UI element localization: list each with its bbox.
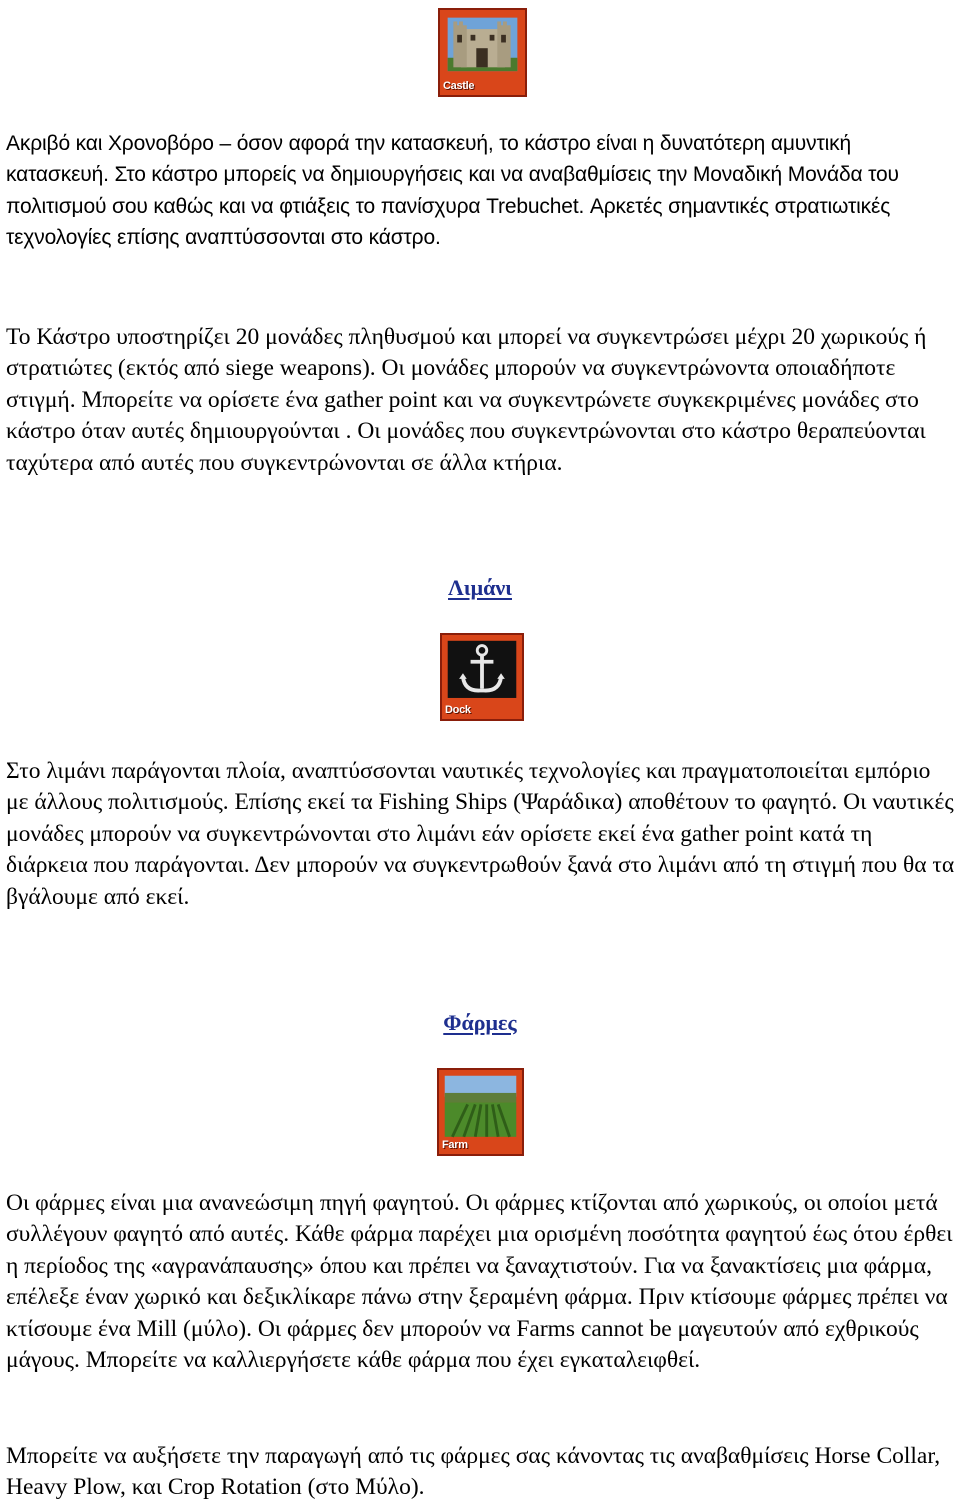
- farm-heading: Φάρμες: [443, 1010, 517, 1035]
- castle-icon: [438, 8, 527, 97]
- castle-icon-label: Castle: [443, 80, 475, 92]
- farm-paragraph-1: Οι φάρμες είναι μια ανανεώσιμη πηγή φαγητού. Οι φάρμες κτίζονται από χωρικούς, οι οποίοι μετά συλλέγουν φαγητό από αυτές. Κάθε φάρμα παρέχει μια ορισμένη ποσότητα φαγητού έως ότου έρθει η περίοδος της «αγρανάπαυσης» όπου και πρέπει να ξαναχτιστούν. Για να ξανακτίσεις μια φάρμα, επέλεξε έναν χωρικό και δεξικλίκαρε πάνω στην ξεραμένη φάρμα. Πριν κτίσουμε φάρμες πρέπει να κτίσουμε ένα Mill (μύλο). Οι φάρμες δεν μπορούν να Farms cannot be μαγευτούν από εχθρικούς μάγους. Μπορείτε να καλλιεργήσετε κάθε φάρμα που έχει εγκαταλειφθεί.: [6, 1190, 953, 1374]
- farm-icon-label: Farm: [442, 1139, 468, 1151]
- dock-paragraph: Στο λιμάνι παράγονται πλοία, αναπτύσσονται ναυτικές τεχνολογίες και πραγματοποιείται εμπόριο με άλλους πολιτισμούς. Επίσης εκεί τα Fishing Ships (Ψαράδικα) αποθέτουν το φαγητό. Οι ναυτικές μονάδες μπορούν να συγκεντρώνονται στο λιμάνι εάν ορίσετε εκεί ένα gather point κατά τη διάρκεια που παράγονται. Δεν μπορούν να συγκεντρωθούν ξανά στο λιμάνι από τη στιγμή που θα τα βγάλουμε από εκεί.: [6, 758, 955, 910]
- dock-icon-label: Dock: [445, 704, 471, 716]
- castle-paragraph-2: Το Κάστρο υποστηρίζει 20 μονάδες πληθυσμού και μπορεί να συγκεντρώσει μέχρι 20 χωρικούς ή στρατιώτες (εκτός από siege weapons). Οι μονάδες μπορούν να συγκεντρώνοντα οποιαδήποτε στιγμή. Μπορείτε να ορίσετε ένα gather point και να συγκεντρώνετε συγκεκριμένες μονάδες στο κάστρο όταν αυτές δημιουργούνται . Οι μονάδες που συγκεντρώνονται στο κάστρο θεραπεύονται ταχύτερα από αυτές που συγκεντρώνονται σε άλλα κτήρια.: [6, 324, 927, 476]
- farm-icon: [437, 1068, 524, 1156]
- castle-paragraph-1: Ακριβό και Χρονοβόρο – όσον αφορά την κατασκευή, το κάστρο είναι η δυνατότερη αμυντική κατασκευή. Στο κάστρο μπορείς να δημιουργήσεις και να αναβαθμίσεις την Μοναδική Μονάδα του πολιτισμού σου καθώς και να φτιάξεις το πανίσχυρα Trebuchet. Αρκετές σημαντικές στρατιωτικές τεχνολογίες επίσης αναπτύσσονται στο κάστρο.: [6, 132, 899, 249]
- farm-paragraph-2: Μπορείτε να αυξήσετε την παραγωγή από τις φάρμες σας κάνοντας τις αναβαθμίσεις Horse Collar, Heavy Plow, και Crop Rotation (στο Μύλο).: [6, 1443, 941, 1501]
- anchor-icon: [440, 633, 524, 721]
- dock-heading: Λιμάνι: [448, 575, 512, 600]
